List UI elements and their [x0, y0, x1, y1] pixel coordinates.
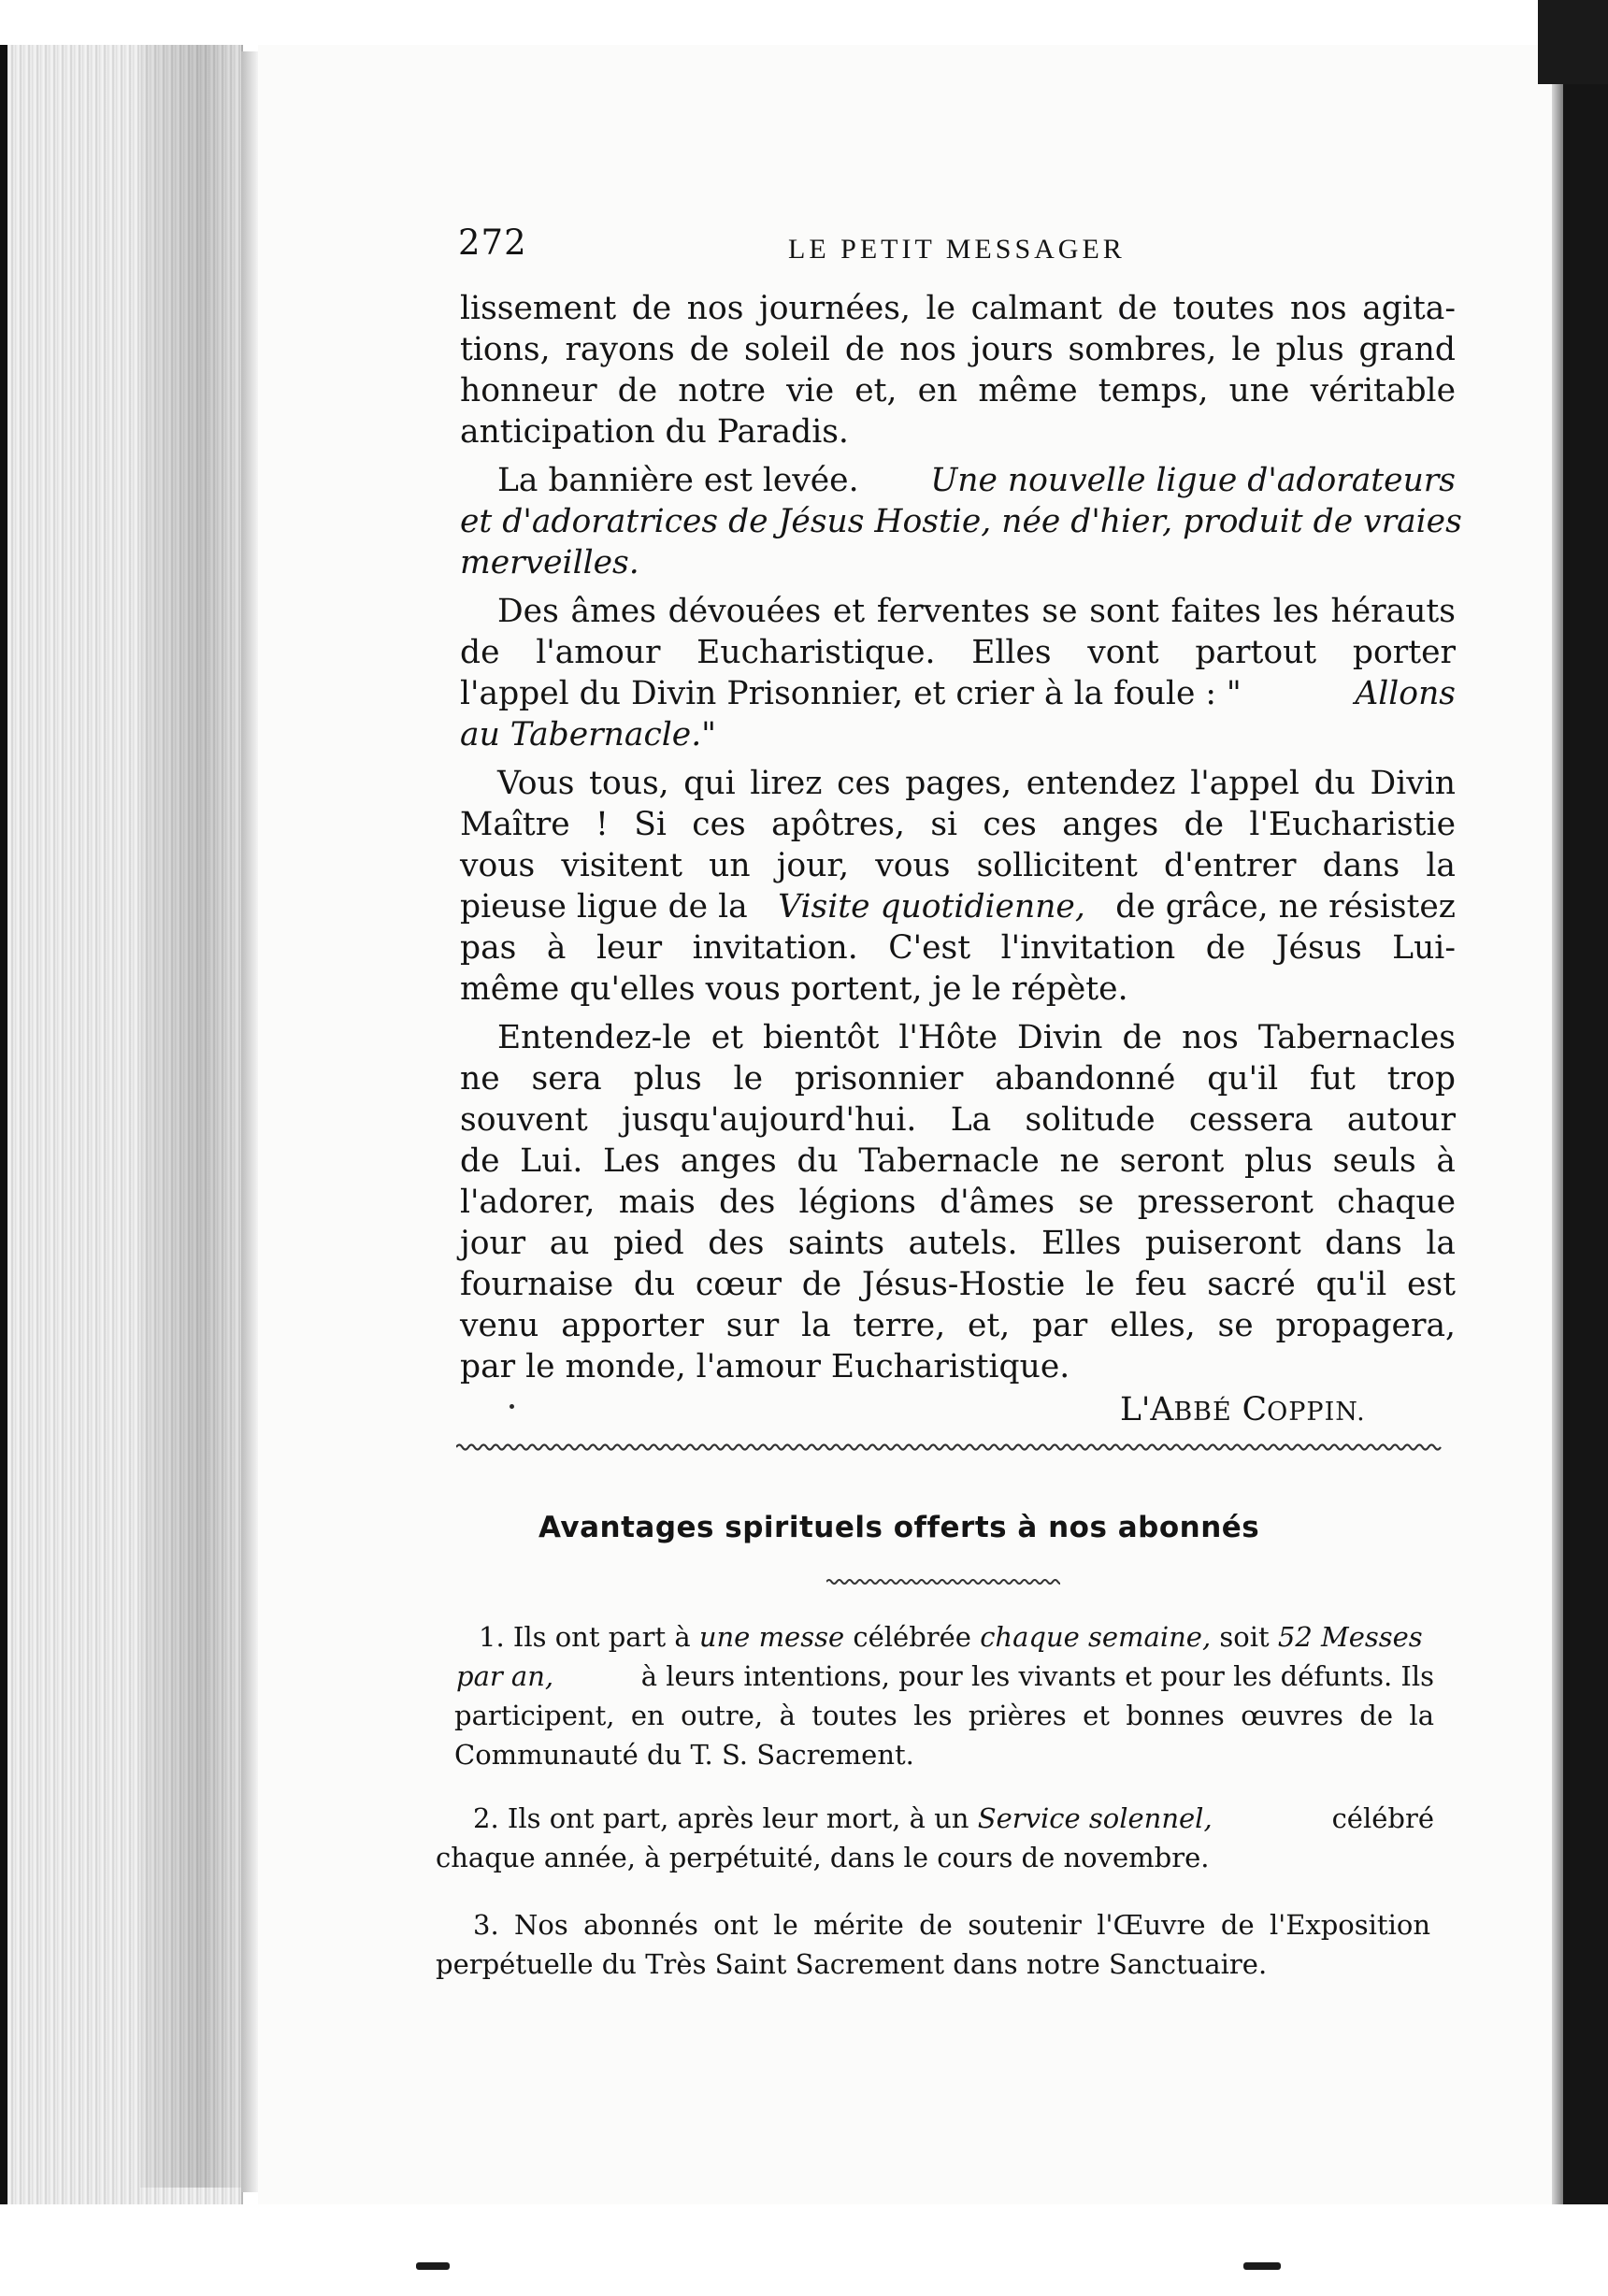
body-line: souvent jusqu'aujourd'hui. La solitude cessera autour	[460, 1101, 1456, 1139]
signature-part: L'A	[1120, 1391, 1174, 1428]
signature	[1120, 1391, 1400, 1428]
body-line: fournaise du cœur de Jésus-Hostie le feu sacré qu'il est	[460, 1266, 1456, 1303]
body-text-italic: Visite quotidienne,	[778, 888, 1085, 926]
body-text-italic: merveilles.	[460, 544, 639, 581]
body-line	[460, 888, 1456, 926]
list-text: à leurs intentions, pour les vivants et pour les défunts. Ils	[640, 1660, 1434, 1692]
wavy-divider-short	[826, 1574, 1060, 1589]
body-line: venu apporter sur la terre, et, par elles, se propagera,	[460, 1307, 1456, 1344]
page-number: 272	[458, 222, 527, 263]
body-line: l'adorer, mais des légions d'âmes se presseront chaque	[460, 1184, 1456, 1221]
body-line: Entendez-le et bientôt l'Hôte Divin de nos Tabernacles	[497, 1019, 1456, 1056]
body-line: tions, rayons de soleil de nos jours sombres, le plus grand	[460, 331, 1456, 368]
benefit-item-line: participent, en outre, à toutes les prières et bonnes œuvres de la	[454, 1700, 1434, 1731]
body-text: La bannière est levée.	[497, 462, 859, 499]
scan-mark	[416, 2262, 450, 2270]
body-line: Vous tous, qui lirez ces pages, entendez l'appel du Divin	[497, 765, 1456, 802]
scan-mark	[1243, 2262, 1281, 2270]
section-heading: Avantages spirituels offerts à nos abonnés	[538, 1511, 1260, 1544]
wavy-divider	[456, 1438, 1443, 1458]
signature-part: C	[1231, 1391, 1268, 1428]
scan-border-top	[0, 0, 1608, 45]
body-line	[497, 462, 1456, 499]
body-line	[460, 503, 1462, 540]
body-line: de Lui. Les anges du Tabernacle ne seront plus seuls à	[460, 1142, 1456, 1180]
stray-dot	[510, 1404, 514, 1409]
list-text: 1. Ils ont part à une messe célébrée chaque semaine, soit 52 Messes	[479, 1621, 1423, 1653]
list-text-italic: par an,	[456, 1660, 554, 1692]
scan-corner-top-right	[1538, 0, 1608, 84]
body-text: de grâce, ne résistez	[1115, 888, 1456, 926]
body-line: jour au pied des saints autels. Elles puiseront dans la	[460, 1225, 1456, 1262]
list-text: 2. Ils ont part, après leur mort, à un Service solennel,	[473, 1802, 1213, 1834]
list-text: célébré	[1331, 1802, 1434, 1834]
scan-border-right	[1563, 84, 1608, 2296]
body-line: honneur de notre vie et, en même temps, une véritable	[460, 372, 1456, 409]
body-line: par le monde, l'amour Eucharistique.	[460, 1348, 1070, 1385]
benefit-item-line: chaque année, à perpétuité, dans le cours de novembre.	[436, 1842, 1210, 1873]
scan-border-bottom	[0, 2204, 1608, 2296]
benefit-item-line: Communauté du T. S. Sacrement.	[454, 1739, 914, 1771]
body-line	[460, 675, 1456, 712]
body-line: anticipation du Paradis.	[460, 413, 849, 451]
body-line: lissement de nos journées, le calmant de toutes nos agita-	[460, 290, 1456, 327]
scan-border-left	[0, 0, 7, 2296]
body-text-italic: et d'adoratrices de Jésus Hostie, née d'hier, produit de vraies	[460, 503, 1462, 540]
body-text: pieuse ligue de la	[460, 888, 748, 926]
body-line: Maître ! Si ces apôtres, si ces anges de l'Eucharistie	[460, 806, 1456, 843]
body-line: même qu'elles vous portent, je le répète.	[460, 970, 1128, 1008]
benefit-item-line: 3. Nos abonnés ont le mérite de soutenir l'Œuvre de l'Exposition	[473, 1909, 1430, 1941]
body-line: vous visitent un jour, vous sollicitent d'entrer dans la	[460, 847, 1456, 884]
body-text-italic: au Tabernacle."	[460, 716, 717, 753]
signature-part: BBÉ	[1173, 1398, 1232, 1427]
body-line: ne sera plus le prisonnier abandonné qu'il fut trop	[460, 1060, 1456, 1098]
body-line: pas à leur invitation. C'est l'invitation de Jésus Lui-	[460, 929, 1456, 967]
page-stack-edge	[241, 51, 258, 2192]
benefit-item-line	[456, 1660, 1434, 1692]
benefit-item-line	[454, 1802, 1434, 1834]
body-line: de l'amour Eucharistique. Elles vont partout porter	[460, 634, 1456, 671]
body-text-italic: Une nouvelle ligue d'adorateurs	[930, 462, 1456, 499]
body-line	[460, 716, 717, 753]
benefit-item-line	[460, 1621, 1434, 1653]
page-stack-shadow	[140, 37, 243, 2188]
body-line: Des âmes dévouées et ferventes se sont faites les hérauts	[497, 593, 1456, 630]
body-text-italic: Allons	[1355, 675, 1456, 712]
body-line	[460, 544, 639, 581]
signature-part: OPPIN.	[1267, 1398, 1366, 1427]
benefit-item-line: perpétuelle du Très Saint Sacrement dans notre Sanctuaire.	[436, 1948, 1268, 1980]
body-text: l'appel du Divin Prisonnier, et crier à la foule : "	[460, 675, 1242, 712]
running-title: LE PETIT MESSAGER	[788, 234, 1126, 265]
